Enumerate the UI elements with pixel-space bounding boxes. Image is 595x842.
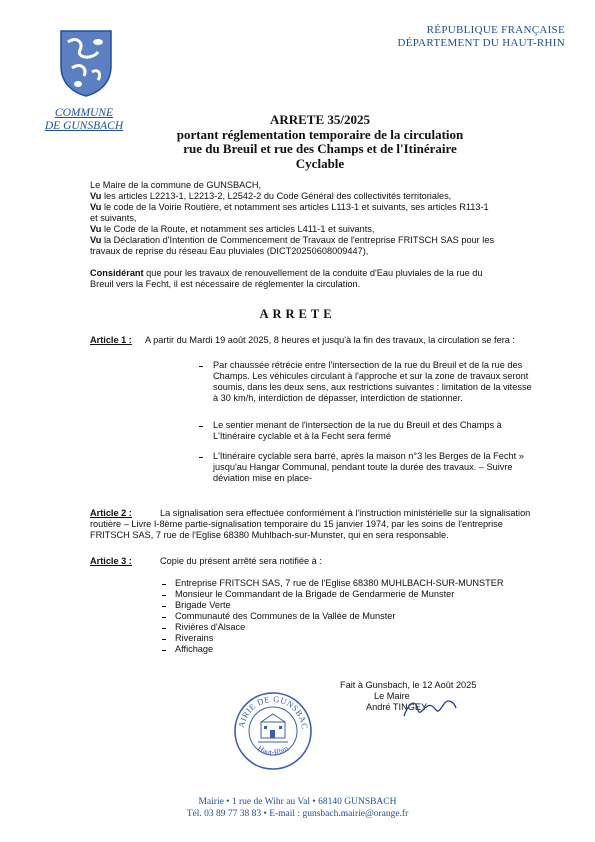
title-streets: rue du Breuil et rue des Champs et de l'Itinéraire Cyclable	[183, 141, 457, 171]
item-line: jusqu'au Hangar Communal, pendant toute la durée des travaux. – Suivre	[213, 462, 513, 472]
recipients-list	[175, 578, 515, 655]
recipient-item: Entreprise FRITSCH SAS, 7 rue de l'Eglise 68380 MUHLBACH-SUR-MUNSTER	[175, 578, 504, 588]
article-3-label	[90, 556, 132, 567]
vu-label: Vu	[90, 235, 102, 245]
vu-text: les articles L2213-1, L2213-2, L2542-2 du Code Général des collectivités territoriales,	[101, 191, 452, 201]
vu-line-2	[90, 202, 530, 213]
vu-text: la Déclaration d'Intention de Commencement de Travaux de l'entreprise FRITSCH SAS pour les	[101, 235, 495, 245]
article-3-intro: Copie du présent arrêté sera notifiée à :	[160, 556, 322, 566]
vu-line-2b: et suivants,	[90, 213, 137, 223]
dash-bullet	[162, 606, 166, 607]
article-label: Article 1 :	[90, 335, 132, 345]
stamp-bottom-text: Haut-Rhin	[256, 743, 290, 757]
signature-place-date: Fait à Gunsbach, le 12 Août 2025	[340, 680, 477, 690]
vu-label: Vu	[90, 202, 102, 212]
considerant-line	[90, 268, 530, 279]
footer-contact: Tél. 03 89 77 38 83 • E-mail : gunsbach.mairie@orange.fr	[186, 809, 409, 819]
title-number: ARRETE 35/2025	[269, 112, 371, 127]
dash-bullet	[162, 595, 166, 596]
article-1-intro: A partir du Mardi 19 août 2025, 8 heures et jusqu'à la fin des travaux, la circulation se fera :	[145, 335, 515, 345]
article-label: Article 3 :	[90, 556, 132, 566]
item-line: soumis, dans les deux sens, aux restrictions suivantes : limitation de la vitesse	[213, 382, 532, 392]
maire-line: Le Maire de la commune de GUNSBACH,	[90, 180, 262, 190]
commune-name	[44, 107, 124, 133]
recipient-item: Communauté des Communes de la Vallée de Munster	[175, 611, 396, 621]
vu-line-4	[90, 235, 530, 246]
footer	[0, 796, 595, 820]
svg-text:Haut-Rhin	[256, 744, 290, 757]
recipient-item: Rivières d'Alsace	[175, 622, 246, 632]
article-label: Article 2 :	[90, 508, 132, 518]
item-line: Le sentier menant de l'intersection de la rue du Breuil et des Champs à	[213, 420, 502, 430]
dash-bullet	[162, 650, 166, 651]
commune-line-2: DE GUNSBACH	[44, 120, 124, 132]
dash-bullet	[199, 426, 203, 427]
item-line: Par chaussée rétrécie entre l'intersection de la rue du Breuil et de la rue des	[213, 360, 523, 370]
svg-text:MAIRIE DE GUNSBACH	[232, 690, 310, 730]
article-2-line-2: routière – Livre I-8ème partie-signalisation temporaire du 15 janvier 1974, par les soins de l'entreprise	[90, 519, 503, 529]
item-line: à 30 km/h, interdiction de dépasser, interdiction de stationner.	[213, 393, 463, 403]
item-line: Champs. Les véhicules circulant à l'approche et sur la zone de travaux seront	[213, 371, 529, 381]
article-2-label	[90, 508, 132, 519]
republic-line: RÉPUBLIQUE FRANÇAISE	[426, 24, 565, 36]
dash-bullet	[199, 366, 203, 367]
mairie-stamp-icon	[232, 690, 314, 772]
republic-header	[398, 24, 565, 49]
article-2-line-1: La signalisation sera effectuée conformément à l'instruction ministérielle sur la signalisation	[160, 508, 531, 518]
vu-text: le code de la Voirie Routière, et notamment ses articles L113-1 et suivants, ses articles R113-1	[101, 202, 489, 212]
vu-line-3	[90, 224, 530, 235]
stamp-top-text: AIRIE DE GUNSBAC	[236, 693, 311, 731]
document-title	[160, 113, 480, 171]
preamble	[90, 180, 530, 290]
recipient-item: Affichage	[175, 644, 214, 654]
item-line: déviation mise en place-	[213, 473, 313, 483]
vu-label: Vu	[90, 191, 102, 201]
article-1-item-1	[213, 360, 533, 404]
dash-bullet	[162, 639, 166, 640]
footer-address: Mairie • 1 rue de Wihr au Val • 68140 GUNSBACH	[198, 797, 397, 807]
vu-line-1	[90, 191, 530, 202]
considerant-label: Considérant	[90, 268, 144, 278]
vu-line-4b: travaux de reprise du réseau Eau pluviales (DICT20250608009447),	[90, 246, 369, 256]
article-1-item-3	[213, 451, 533, 484]
considerant-text: que pour les travaux de renouvellement de la conduite d'Eau pluviales de la rue du	[143, 268, 483, 278]
commune-crest-icon	[58, 28, 114, 98]
signature-name: André TINGEY	[366, 702, 428, 712]
dash-bullet	[162, 617, 166, 618]
dash-bullet	[162, 628, 166, 629]
article-2-line-3: FRITSCH SAS, 7 rue de l'Eglise 68380 Muhlbach-sur-Munster, qui en sera responsable.	[90, 530, 449, 540]
title-subject: portant réglementation temporaire de la circulation	[176, 126, 464, 142]
vu-text: le Code de la Route, et notamment ses articles L411-1 et suivants,	[101, 224, 375, 234]
recipient-item: Monsieur le Commandant de la Brigade de Gendarmerie de Munster	[175, 589, 455, 599]
vu-label: Vu	[90, 224, 102, 234]
item-line: L'Itinéraire cyclable sera barré, après la maison n°3 les Berges de la Fecht »	[213, 451, 524, 461]
article-1-label	[90, 335, 132, 346]
recipient-item: Brigade Verte	[175, 600, 231, 610]
considerant-line-2: Breuil vers la Fecht, il est nécessaire de réglementer la circulation.	[90, 279, 361, 289]
commune-line-1: COMMUNE	[54, 107, 114, 119]
handwritten-signature-icon	[400, 696, 460, 722]
dash-bullet	[199, 457, 203, 458]
article-1-item-2	[213, 420, 533, 442]
department-line: DÉPARTEMENT DU HAUT-RHIN	[397, 36, 565, 49]
dash-bullet	[162, 584, 166, 585]
item-line: L'Itinéraire cyclable et à la Fecht sera fermé	[213, 431, 391, 441]
recipient-item: Riverains	[175, 633, 214, 643]
arrete-heading: ARRETE	[259, 307, 336, 321]
signature-role: Le Maire	[374, 691, 410, 701]
